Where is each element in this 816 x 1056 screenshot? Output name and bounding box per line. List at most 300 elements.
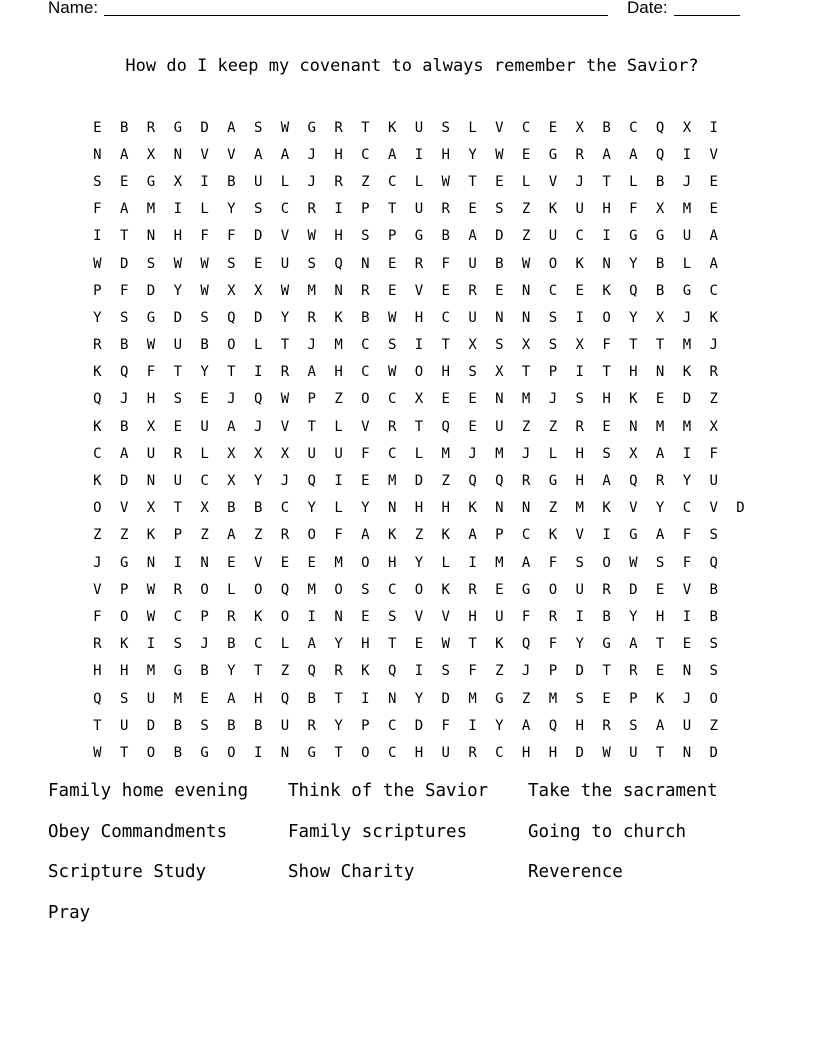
grid-cell[interactable]: I xyxy=(575,309,584,326)
grid-cell[interactable]: O xyxy=(119,608,129,625)
grid-cell[interactable]: R xyxy=(307,309,316,326)
grid-cell[interactable]: N xyxy=(521,309,531,326)
grid-cell[interactable]: K xyxy=(468,500,477,517)
grid-cell[interactable]: B xyxy=(441,228,450,245)
grid-cell[interactable]: U xyxy=(709,473,718,490)
grid-cell[interactable]: U xyxy=(682,717,692,734)
grid-cell[interactable]: O xyxy=(146,744,156,761)
grid-cell[interactable]: D xyxy=(441,690,450,707)
grid-cell[interactable]: R xyxy=(307,717,316,734)
date-field-line[interactable] xyxy=(674,15,740,16)
grid-cell[interactable]: P xyxy=(361,717,370,734)
grid-cell[interactable]: Y xyxy=(93,309,102,326)
grid-cell[interactable]: T xyxy=(387,201,397,218)
grid-cell[interactable]: M xyxy=(548,690,558,707)
grid-cell[interactable]: R xyxy=(361,282,370,299)
grid-cell[interactable]: O xyxy=(280,608,290,625)
grid-cell[interactable]: R xyxy=(709,364,718,381)
grid-cell[interactable]: Y xyxy=(280,309,290,326)
grid-cell[interactable]: Y xyxy=(173,282,182,299)
grid-cell[interactable]: C xyxy=(495,744,504,761)
grid-cell[interactable]: W xyxy=(200,282,209,299)
grid-cell[interactable]: P xyxy=(495,527,504,544)
grid-cell[interactable]: Z xyxy=(414,527,424,544)
grid-cell[interactable]: K xyxy=(387,527,397,544)
grid-cell[interactable]: C xyxy=(280,500,290,517)
grid-cell[interactable]: E xyxy=(387,255,397,272)
grid-cell[interactable]: J xyxy=(93,554,102,571)
grid-cell[interactable]: U xyxy=(280,255,290,272)
grid-cell[interactable]: E xyxy=(575,282,584,299)
grid-cell[interactable]: B xyxy=(200,337,209,354)
grid-cell[interactable]: Z xyxy=(93,527,102,544)
grid-cell[interactable]: O xyxy=(602,309,611,326)
grid-cell[interactable]: N xyxy=(521,500,531,517)
grid-cell[interactable]: A xyxy=(468,527,477,544)
grid-cell[interactable]: C xyxy=(575,228,584,245)
grid-cell[interactable]: B xyxy=(227,636,236,653)
grid-cell[interactable]: T xyxy=(655,744,665,761)
grid-cell[interactable]: P xyxy=(307,391,316,408)
grid-cell[interactable]: K xyxy=(334,309,343,326)
grid-cell[interactable]: D xyxy=(629,581,638,598)
grid-cell[interactable]: K xyxy=(253,608,263,625)
grid-cell[interactable]: P xyxy=(361,201,370,218)
grid-cell[interactable]: B xyxy=(495,255,504,272)
grid-cell[interactable]: V xyxy=(280,418,290,435)
grid-cell[interactable]: X xyxy=(227,445,236,462)
grid-cell[interactable]: E xyxy=(93,119,102,136)
grid-cell[interactable]: E xyxy=(173,418,182,435)
grid-cell[interactable]: Y xyxy=(227,201,236,218)
grid-cell[interactable]: E xyxy=(387,282,397,299)
grid-cell[interactable]: B xyxy=(253,717,263,734)
grid-cell[interactable]: Y xyxy=(629,309,638,326)
grid-cell[interactable]: J xyxy=(709,337,718,354)
grid-cell[interactable]: A xyxy=(602,146,611,163)
grid-cell[interactable]: B xyxy=(119,418,129,435)
grid-cell[interactable]: H xyxy=(334,146,343,163)
grid-cell[interactable]: I xyxy=(414,663,424,680)
grid-cell[interactable]: F xyxy=(521,608,531,625)
grid-cell[interactable]: R xyxy=(414,255,424,272)
grid-cell[interactable]: H xyxy=(334,228,343,245)
grid-cell[interactable]: W xyxy=(307,228,316,245)
grid-cell[interactable]: K xyxy=(548,201,558,218)
grid-cell[interactable]: E xyxy=(119,173,129,190)
grid-cell[interactable]: Z xyxy=(521,201,531,218)
grid-cell[interactable]: U xyxy=(280,717,290,734)
grid-cell[interactable]: E xyxy=(441,282,450,299)
grid-cell[interactable]: Q xyxy=(334,255,343,272)
grid-cell[interactable]: M xyxy=(334,337,343,354)
grid-cell[interactable]: W xyxy=(387,364,397,381)
grid-cell[interactable]: Q xyxy=(629,473,638,490)
grid-cell[interactable]: X xyxy=(575,119,584,136)
grid-cell[interactable]: Q xyxy=(548,717,558,734)
grid-cell[interactable]: S xyxy=(200,309,209,326)
grid-cell[interactable]: M xyxy=(307,282,316,299)
grid-cell[interactable]: S xyxy=(602,445,611,462)
grid-cell[interactable]: F xyxy=(682,554,692,571)
grid-cell[interactable]: G xyxy=(173,119,182,136)
grid-cell[interactable]: L xyxy=(334,500,343,517)
grid-cell[interactable]: R xyxy=(468,744,477,761)
grid-cell[interactable]: A xyxy=(253,146,263,163)
grid-cell[interactable]: H xyxy=(414,744,424,761)
grid-cell[interactable]: O xyxy=(414,581,424,598)
grid-cell[interactable]: C xyxy=(387,581,397,598)
grid-cell[interactable]: R xyxy=(146,119,156,136)
grid-cell[interactable]: X xyxy=(227,282,236,299)
grid-cell[interactable]: H xyxy=(387,554,397,571)
grid-cell[interactable]: E xyxy=(682,636,692,653)
grid-cell[interactable]: K xyxy=(602,282,611,299)
grid-cell[interactable]: S xyxy=(253,119,263,136)
grid-cell[interactable]: X xyxy=(495,364,504,381)
grid-cell[interactable]: S xyxy=(227,255,236,272)
grid-cell[interactable]: Q xyxy=(280,690,290,707)
grid-cell[interactable]: X xyxy=(521,337,531,354)
grid-cell[interactable]: E xyxy=(414,636,424,653)
grid-cell[interactable]: S xyxy=(709,636,718,653)
grid-cell[interactable]: T xyxy=(227,364,236,381)
grid-cell[interactable]: Y xyxy=(200,364,209,381)
grid-cell[interactable]: B xyxy=(655,255,665,272)
grid-cell[interactable]: E xyxy=(253,255,263,272)
grid-cell[interactable]: X xyxy=(146,418,156,435)
grid-cell[interactable]: Z xyxy=(495,663,504,680)
grid-cell[interactable]: N xyxy=(495,309,504,326)
grid-cell[interactable]: W xyxy=(173,255,182,272)
grid-cell[interactable]: M xyxy=(521,391,531,408)
grid-cell[interactable]: R xyxy=(602,717,611,734)
grid-cell[interactable]: I xyxy=(307,608,316,625)
grid-cell[interactable]: T xyxy=(173,364,182,381)
grid-cell[interactable]: G xyxy=(307,744,316,761)
grid-cell[interactable]: A xyxy=(521,717,531,734)
grid-cell[interactable]: Y xyxy=(253,473,263,490)
grid-cell[interactable]: J xyxy=(307,337,316,354)
grid-cell[interactable]: L xyxy=(200,201,209,218)
grid-cell[interactable]: S xyxy=(575,391,584,408)
grid-cell[interactable]: P xyxy=(119,581,129,598)
grid-cell[interactable]: K xyxy=(575,255,584,272)
grid-cell[interactable]: K xyxy=(495,636,504,653)
grid-cell[interactable]: Q xyxy=(655,119,665,136)
grid-cell[interactable]: W xyxy=(146,581,156,598)
grid-cell[interactable]: E xyxy=(227,554,236,571)
grid-cell[interactable]: U xyxy=(414,119,424,136)
grid-cell[interactable]: I xyxy=(253,364,263,381)
grid-cell[interactable]: W xyxy=(521,255,531,272)
grid-cell[interactable]: I xyxy=(602,527,611,544)
grid-cell[interactable]: G xyxy=(602,636,611,653)
grid-cell[interactable]: F xyxy=(709,445,718,462)
grid-cell[interactable]: A xyxy=(361,527,370,544)
grid-cell[interactable]: Q xyxy=(93,391,102,408)
grid-cell[interactable]: U xyxy=(575,201,584,218)
grid-cell[interactable]: G xyxy=(548,473,558,490)
grid-cell[interactable]: G xyxy=(146,309,156,326)
grid-cell[interactable]: V xyxy=(280,228,290,245)
grid-cell[interactable]: H xyxy=(602,391,611,408)
grid-cell[interactable]: N xyxy=(146,473,156,490)
grid-cell[interactable]: T xyxy=(441,337,450,354)
grid-cell[interactable]: I xyxy=(682,146,692,163)
grid-cell[interactable]: Y xyxy=(575,636,584,653)
grid-cell[interactable]: T xyxy=(307,418,316,435)
grid-cell[interactable]: X xyxy=(468,337,477,354)
grid-cell[interactable]: Q xyxy=(307,663,316,680)
grid-cell[interactable]: A xyxy=(602,473,611,490)
grid-cell[interactable]: J xyxy=(200,636,209,653)
grid-cell[interactable]: E xyxy=(441,391,450,408)
grid-cell[interactable]: P xyxy=(387,228,397,245)
grid-cell[interactable]: G xyxy=(682,282,692,299)
grid-cell[interactable]: N xyxy=(200,554,209,571)
grid-cell[interactable]: E xyxy=(361,473,370,490)
grid-cell[interactable]: S xyxy=(387,337,397,354)
grid-cell[interactable]: Z xyxy=(521,690,531,707)
grid-cell[interactable]: D xyxy=(146,282,156,299)
grid-cell[interactable]: A xyxy=(227,690,236,707)
grid-cell[interactable]: S xyxy=(119,690,129,707)
grid-cell[interactable]: W xyxy=(280,282,290,299)
grid-cell[interactable]: Y xyxy=(655,500,665,517)
grid-cell[interactable]: I xyxy=(709,119,718,136)
grid-cell[interactable]: L xyxy=(200,445,209,462)
grid-cell[interactable]: J xyxy=(468,445,477,462)
grid-cell[interactable]: I xyxy=(414,146,424,163)
grid-cell[interactable]: B xyxy=(173,717,182,734)
grid-cell[interactable]: L xyxy=(334,418,343,435)
grid-cell[interactable]: V xyxy=(119,500,129,517)
grid-cell[interactable]: W xyxy=(93,255,102,272)
grid-cell[interactable]: Q xyxy=(387,663,397,680)
grid-cell[interactable]: I xyxy=(173,201,182,218)
grid-cell[interactable]: D xyxy=(119,255,129,272)
grid-cell[interactable]: Q xyxy=(468,473,477,490)
grid-cell[interactable]: P xyxy=(200,608,209,625)
grid-cell[interactable]: H xyxy=(629,364,638,381)
grid-cell[interactable]: E xyxy=(548,119,558,136)
grid-cell[interactable]: I xyxy=(93,228,102,245)
grid-cell[interactable]: E xyxy=(495,282,504,299)
grid-cell[interactable]: D xyxy=(495,228,504,245)
grid-cell[interactable]: A xyxy=(307,364,316,381)
grid-cell[interactable]: P xyxy=(173,527,182,544)
grid-cell[interactable]: B xyxy=(200,663,209,680)
grid-cell[interactable]: I xyxy=(468,717,477,734)
grid-cell[interactable]: H xyxy=(655,608,665,625)
grid-cell[interactable]: R xyxy=(575,418,584,435)
grid-cell[interactable]: J xyxy=(521,445,531,462)
grid-cell[interactable]: J xyxy=(548,391,558,408)
grid-cell[interactable]: K xyxy=(119,636,129,653)
grid-cell[interactable]: Z xyxy=(709,717,718,734)
grid-cell[interactable]: K xyxy=(655,690,665,707)
grid-cell[interactable]: S xyxy=(495,337,504,354)
grid-cell[interactable]: C xyxy=(173,608,182,625)
grid-cell[interactable]: V xyxy=(682,581,692,598)
grid-cell[interactable]: U xyxy=(629,744,638,761)
grid-cell[interactable]: X xyxy=(227,473,236,490)
grid-cell[interactable]: C xyxy=(361,337,370,354)
grid-cell[interactable]: I xyxy=(682,608,692,625)
grid-cell[interactable]: S xyxy=(441,663,450,680)
grid-cell[interactable]: O xyxy=(253,581,263,598)
grid-cell[interactable]: Q xyxy=(253,391,263,408)
grid-cell[interactable]: N xyxy=(361,255,370,272)
grid-cell[interactable]: B xyxy=(119,119,129,136)
grid-cell[interactable]: U xyxy=(495,608,504,625)
grid-cell[interactable]: A xyxy=(629,636,638,653)
grid-cell[interactable]: A xyxy=(709,228,718,245)
grid-cell[interactable]: B xyxy=(227,173,236,190)
grid-cell[interactable]: Q xyxy=(280,581,290,598)
grid-cell[interactable]: O xyxy=(200,581,209,598)
grid-cell[interactable]: M xyxy=(441,445,450,462)
grid-cell[interactable]: M xyxy=(387,473,397,490)
grid-cell[interactable]: R xyxy=(173,445,182,462)
grid-cell[interactable]: W xyxy=(602,744,611,761)
grid-cell[interactable]: Z xyxy=(334,391,343,408)
grid-cell[interactable]: J xyxy=(682,173,692,190)
grid-cell[interactable]: J xyxy=(280,473,290,490)
grid-cell[interactable]: O xyxy=(602,554,611,571)
grid-cell[interactable]: N xyxy=(334,282,343,299)
grid-cell[interactable]: X xyxy=(146,146,156,163)
grid-cell[interactable]: T xyxy=(602,663,611,680)
grid-cell[interactable]: R xyxy=(280,364,290,381)
grid-cell[interactable]: Y xyxy=(334,717,343,734)
grid-cell[interactable]: G xyxy=(414,228,424,245)
grid-cell[interactable]: S xyxy=(307,255,316,272)
grid-cell[interactable]: L xyxy=(468,119,477,136)
grid-cell[interactable]: B xyxy=(119,337,129,354)
grid-cell[interactable]: E xyxy=(655,581,665,598)
grid-cell[interactable]: T xyxy=(521,364,531,381)
grid-cell[interactable]: N xyxy=(146,228,156,245)
grid-cell[interactable]: D xyxy=(119,473,129,490)
name-field-line[interactable] xyxy=(104,15,608,16)
grid-cell[interactable]: U xyxy=(119,717,129,734)
grid-cell[interactable]: Z xyxy=(361,173,370,190)
grid-cell[interactable]: L xyxy=(414,445,424,462)
grid-cell[interactable]: A xyxy=(387,146,397,163)
grid-cell[interactable]: W xyxy=(387,309,397,326)
grid-cell[interactable]: D xyxy=(709,744,718,761)
grid-cell[interactable]: X xyxy=(655,309,665,326)
grid-cell[interactable]: W xyxy=(93,744,102,761)
grid-cell[interactable]: F xyxy=(200,228,209,245)
grid-cell[interactable]: E xyxy=(200,690,209,707)
grid-cell[interactable]: A xyxy=(655,717,665,734)
grid-cell[interactable]: E xyxy=(655,391,665,408)
grid-cell[interactable]: T xyxy=(119,228,129,245)
grid-cell[interactable]: Z xyxy=(548,500,558,517)
grid-cell[interactable]: D xyxy=(253,228,263,245)
grid-cell[interactable]: O xyxy=(93,500,102,517)
grid-cell[interactable]: E xyxy=(602,418,611,435)
grid-cell[interactable]: R xyxy=(93,636,102,653)
grid-cell[interactable]: B xyxy=(361,309,370,326)
grid-cell[interactable]: N xyxy=(682,663,692,680)
grid-cell[interactable]: C xyxy=(200,473,209,490)
grid-cell[interactable]: F xyxy=(602,337,611,354)
grid-cell[interactable]: I xyxy=(200,173,209,190)
grid-cell[interactable]: F xyxy=(441,255,450,272)
grid-cell[interactable]: C xyxy=(387,173,397,190)
grid-cell[interactable]: T xyxy=(280,337,290,354)
grid-cell[interactable]: F xyxy=(548,554,558,571)
grid-cell[interactable]: J xyxy=(307,146,316,163)
grid-cell[interactable]: E xyxy=(521,146,531,163)
grid-cell[interactable]: Y xyxy=(227,663,236,680)
grid-cell[interactable]: L xyxy=(521,173,531,190)
grid-cell[interactable]: B xyxy=(253,500,263,517)
grid-cell[interactable]: N xyxy=(629,418,638,435)
grid-cell[interactable]: L xyxy=(227,581,236,598)
grid-cell[interactable]: D xyxy=(200,119,209,136)
grid-cell[interactable]: K xyxy=(441,527,450,544)
grid-cell[interactable]: J xyxy=(682,309,692,326)
grid-cell[interactable]: S xyxy=(629,717,638,734)
grid-cell[interactable]: X xyxy=(575,337,584,354)
grid-cell[interactable]: M xyxy=(146,201,156,218)
grid-cell[interactable]: Y xyxy=(414,690,424,707)
grid-cell[interactable]: H xyxy=(361,636,370,653)
grid-cell[interactable]: X xyxy=(146,500,156,517)
grid-cell[interactable]: V xyxy=(495,119,504,136)
grid-cell[interactable]: C xyxy=(361,146,370,163)
grid-cell[interactable]: W xyxy=(441,636,450,653)
grid-cell[interactable]: V xyxy=(629,500,638,517)
grid-cell[interactable]: I xyxy=(173,554,182,571)
grid-cell[interactable]: Y xyxy=(629,255,638,272)
grid-cell[interactable]: N xyxy=(334,608,343,625)
grid-cell[interactable]: R xyxy=(173,581,182,598)
grid-cell[interactable]: B xyxy=(709,608,718,625)
grid-cell[interactable]: V xyxy=(227,146,236,163)
grid-cell[interactable]: Z xyxy=(253,527,263,544)
grid-cell[interactable]: J xyxy=(682,690,692,707)
grid-cell[interactable]: A xyxy=(280,146,290,163)
grid-cell[interactable]: S xyxy=(253,201,263,218)
grid-cell[interactable]: N xyxy=(387,500,397,517)
grid-cell[interactable]: S xyxy=(441,119,450,136)
grid-cell[interactable]: V xyxy=(414,282,424,299)
grid-cell[interactable]: L xyxy=(682,255,692,272)
grid-cell[interactable]: Q xyxy=(495,473,504,490)
grid-cell[interactable]: J xyxy=(575,173,584,190)
grid-cell[interactable]: T xyxy=(93,717,102,734)
grid-cell[interactable]: E xyxy=(468,201,477,218)
grid-cell[interactable]: D xyxy=(146,717,156,734)
grid-cell[interactable]: Q xyxy=(521,636,531,653)
grid-cell[interactable]: O xyxy=(227,337,236,354)
grid-cell[interactable]: H xyxy=(575,717,584,734)
grid-cell[interactable]: D xyxy=(736,500,745,517)
grid-cell[interactable]: H xyxy=(253,690,263,707)
grid-cell[interactable]: S xyxy=(655,554,665,571)
grid-cell[interactable]: S xyxy=(548,309,558,326)
grid-cell[interactable]: I xyxy=(414,337,424,354)
grid-cell[interactable]: T xyxy=(173,500,182,517)
grid-cell[interactable]: U xyxy=(334,445,343,462)
grid-cell[interactable]: O xyxy=(361,554,370,571)
